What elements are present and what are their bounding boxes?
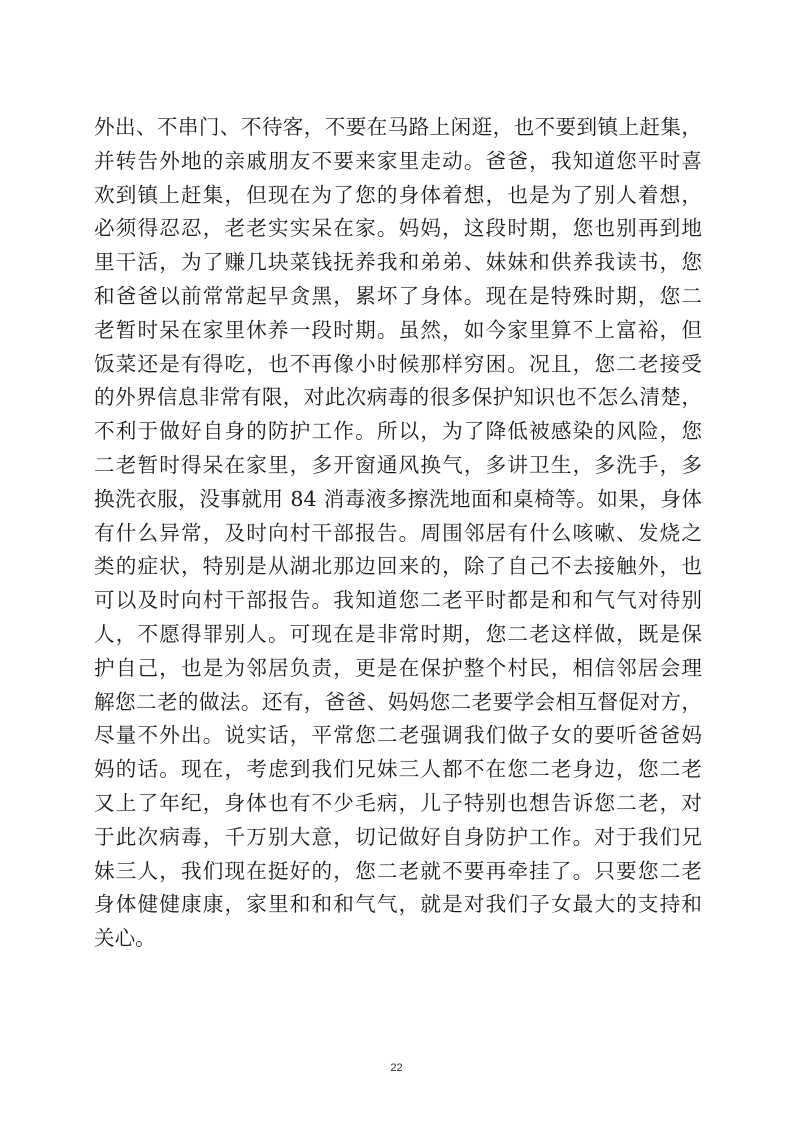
text-line: 类的症状，特别是从湖北那边回来的，除了自己不去接触外，也 — [94, 554, 702, 579]
text-line: 并转告外地的亲戚朋友不要来家里走动。爸爸，我知道您平时喜 — [94, 148, 702, 173]
text-line: 外出、不串门、不待客，不要在马路上闲逛，也不要到镇上赶集， — [94, 115, 702, 139]
text-line: 二老暂时得呆在家里，多开窗通风换气，多讲卫生，多洗手，多 — [94, 452, 702, 477]
text-line: 妹三人，我们现在挺好的，您二老就不要再牵挂了。只要您二老 — [94, 858, 702, 883]
text-line: 可以及时向村干部报告。我知道您二老平时都是和和气气对待别 — [94, 588, 702, 613]
text-line: 不利于做好自身的防护工作。所以，为了降低被感染的风险，您 — [94, 419, 702, 444]
body-text — [94, 111, 702, 956]
text-line: 人，不愿得罪别人。可现在是非常时期，您二老这样做，既是保 — [94, 621, 702, 646]
page-number: 22 — [390, 1062, 403, 1074]
text-line: 护自己，也是为邻居负责，更是在保护整个村民，相信邻居会理 — [94, 655, 702, 680]
text-line: 老暂时呆在家里休养一段时期。虽然，如今家里算不上富裕，但 — [94, 317, 702, 342]
text-line: 欢到镇上赶集，但现在为了您的身体着想，也是为了别人着想， — [94, 182, 702, 207]
text-line: 里干活，为了赚几块菜钱抚养我和弟弟、妹妹和供养我读书，您 — [94, 250, 702, 275]
text-line: 又上了年纪，身体也有不少毛病，儿子特别也想告诉您二老，对 — [94, 790, 702, 815]
text-line: 的外界信息非常有限，对此次病毒的很多保护知识也不怎么清楚， — [94, 385, 702, 410]
text-line: 关心。 — [94, 926, 156, 951]
text-line: 饭菜还是有得吃，也不再像小时候那样穷困。况且，您二老接受 — [94, 351, 702, 376]
text-line: 解您二老的做法。还有，爸爸、妈妈您二老要学会相互督促对方， — [94, 689, 702, 714]
text-line: 妈的话。现在，考虑到我们兄妹三人都不在您二老身边，您二老 — [94, 757, 702, 782]
text-line: 必须得忍忍，老老实实呆在家。妈妈，这段时期，您也别再到地 — [94, 216, 702, 241]
text-line: 尽量不外出。说实话，平常您二老强调我们做子女的要听爸爸妈 — [94, 723, 702, 748]
text-line: 于此次病毒，千万别大意，切记做好自身防护工作。对于我们兄 — [94, 824, 702, 849]
text-line: 换洗衣服，没事就用 84 消毒液多擦洗地面和桌椅等。如果，身体 — [94, 486, 702, 511]
text-line: 有什么异常，及时向村干部报告。周围邻居有什么咳嗽、发烧之 — [94, 520, 702, 545]
text-line: 身体健健康康，家里和和和气气，就是对我们子女最大的支持和 — [94, 892, 702, 917]
text-line: 和爸爸以前常常起早贪黑，累坏了身体。现在是特殊时期，您二 — [94, 283, 702, 308]
